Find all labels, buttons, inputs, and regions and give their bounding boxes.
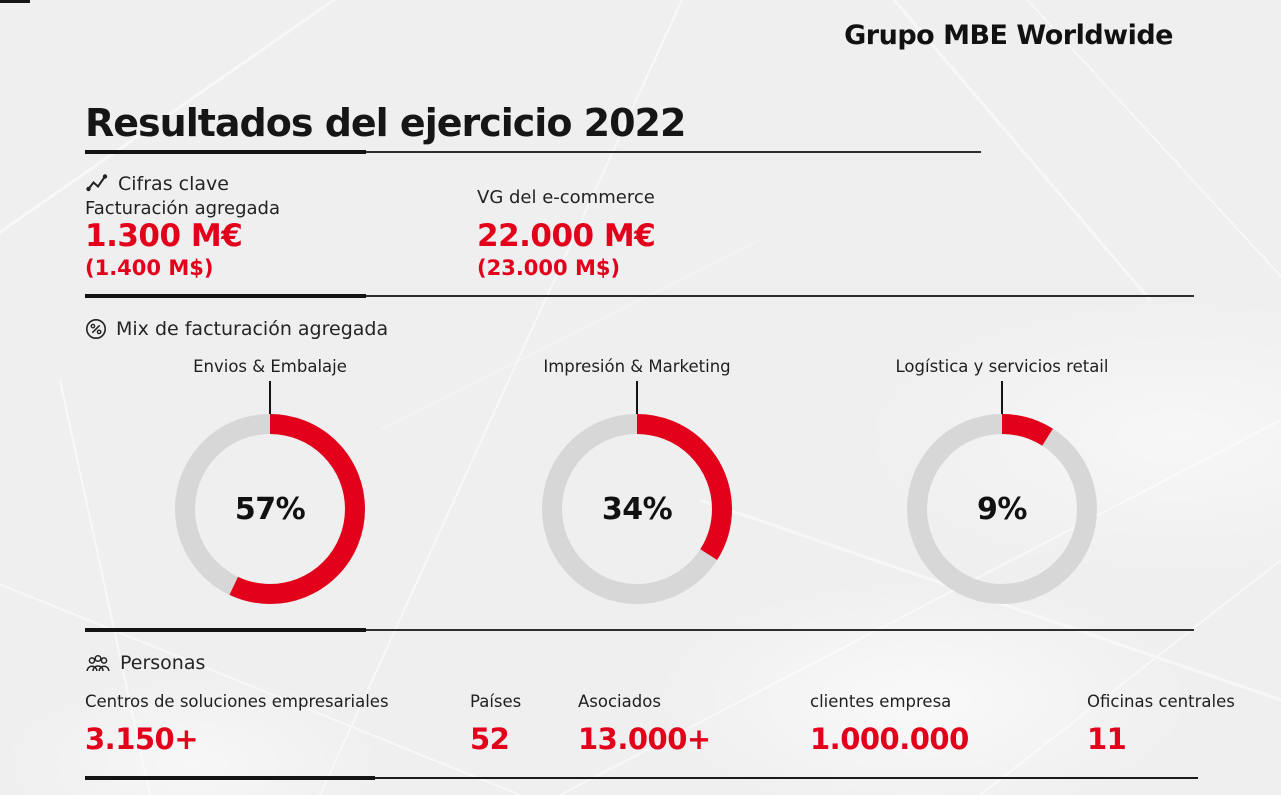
donut-label: Impresión & Marketing — [543, 357, 731, 376]
stat-value: 11 — [1087, 722, 1127, 756]
stat-label: Centros de soluciones empresariales — [85, 692, 389, 711]
stat-label: Países — [470, 692, 522, 711]
key-figure-alt: (23.000 M$) — [477, 256, 621, 280]
stat-label: Oficinas centrales — [1087, 692, 1235, 711]
stat-value: 1.000.000 — [810, 722, 969, 756]
key-figure-alt: (1.400 M$) — [85, 256, 214, 280]
section-header-key-figures — [85, 172, 229, 196]
section-header-label: Cifras clave — [118, 173, 229, 195]
donut-label: Logística y servicios retail — [895, 357, 1109, 376]
corner-border-mark — [0, 0, 30, 3]
people-group-icon — [85, 652, 111, 674]
donut-percent: 9% — [977, 491, 1027, 527]
percent-circle-icon — [85, 318, 107, 340]
donut-percent: 57% — [234, 491, 306, 527]
trend-line-icon — [85, 172, 109, 196]
leader-line — [1001, 381, 1003, 414]
donut-chart-impresion — [507, 356, 767, 604]
donut-label: Envios & Embalaje — [193, 357, 347, 376]
key-figure-label: VG del e-commerce — [477, 187, 655, 208]
stat-value: 3.150+ — [85, 722, 199, 756]
section-header-mix — [85, 318, 388, 340]
stat-value: 52 — [470, 722, 510, 756]
page-title: Resultados del ejercicio 2022 — [85, 101, 686, 146]
donut-percent: 34% — [601, 491, 673, 527]
section-header-people — [85, 652, 205, 674]
key-figure-value: 22.000 M€ — [477, 218, 656, 254]
leader-line — [269, 381, 271, 414]
section-header-label: Personas — [120, 652, 206, 674]
brand-title: Grupo MBE Worldwide — [844, 20, 1173, 51]
divider-bottom — [85, 777, 1198, 779]
leader-line — [636, 381, 638, 414]
stat-label: Asociados — [578, 692, 661, 711]
divider-title — [85, 151, 981, 153]
section-header-label: Mix de facturación agregada — [116, 318, 389, 340]
divider-people — [85, 629, 1194, 631]
key-figure-value: 1.300 M€ — [85, 218, 243, 254]
stat-label: clientes empresa — [810, 692, 952, 711]
key-figure-label: Facturación agregada — [85, 198, 281, 219]
donut-chart-logistica — [872, 356, 1132, 604]
stat-value: 13.000+ — [578, 722, 711, 756]
divider-mix — [85, 295, 1194, 297]
donut-chart-envios — [140, 356, 400, 604]
